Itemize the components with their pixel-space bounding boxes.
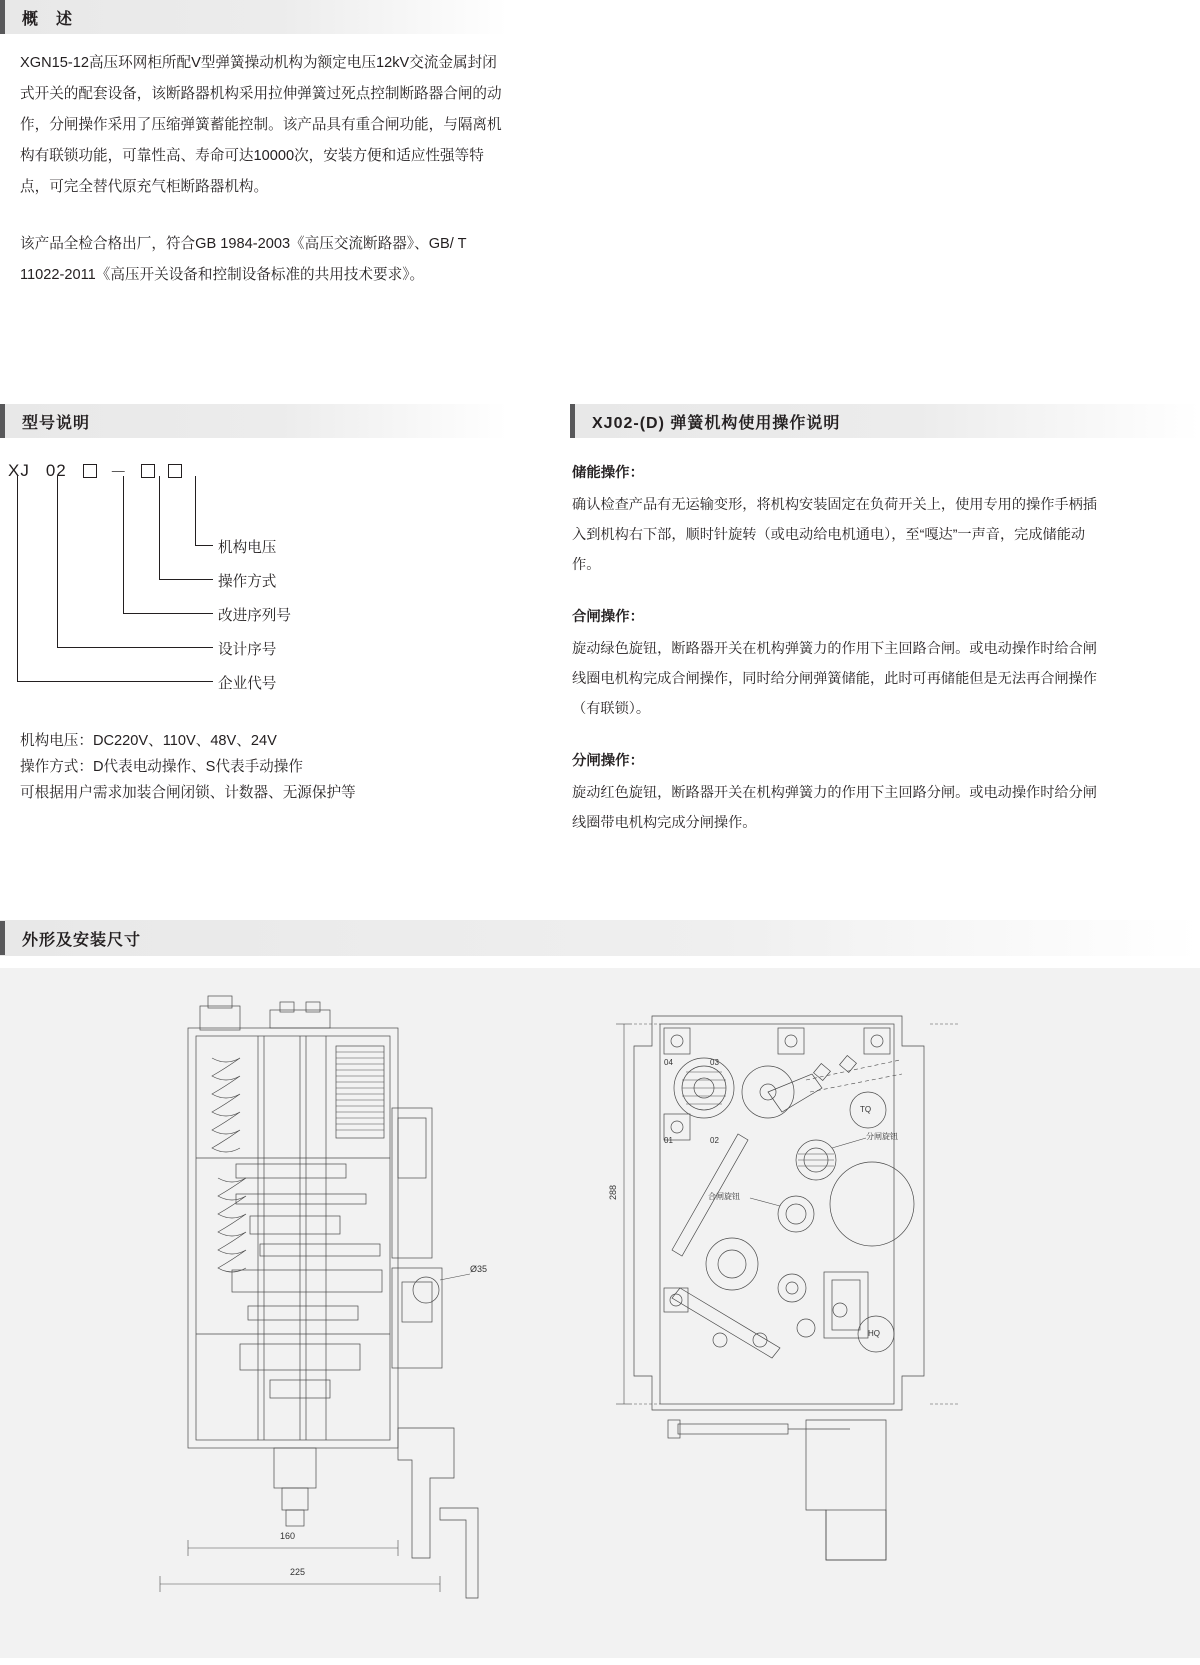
dimensions-drawing-area <box>0 968 1200 1658</box>
operation-section-header <box>570 404 1200 438</box>
operation-text-close: 旋动绿色旋钮，断路器开关在机构弹簧力的作用下主回路合闸。或电动操作时给合闸线圈电机构完成合闸操作，同时给分闸弹簧储能，此时可再储能但是无法再合闸操作（有联锁）。 <box>572 641 1097 717</box>
overview-title: 概 述 <box>22 10 74 28</box>
section-accent-bar <box>0 0 5 34</box>
model-code-prefix: XJ <box>8 460 30 480</box>
operation-title: XJ02-(D) 弹簧机构使用操作说明 <box>592 414 841 432</box>
model-note-2: 操作方式：D代表电动操作、S代表手动操作 <box>20 759 303 775</box>
mechanism-side-view-drawing <box>140 988 560 1628</box>
model-note-1: 机构电压：DC220V、110V、48V、24V <box>20 733 277 749</box>
model-note-3: 可根据用户需求加装合闸闭锁、计数器、无源保护等 <box>20 785 356 801</box>
model-section-header <box>0 404 508 438</box>
coil-label-hq: HQ <box>868 1329 880 1338</box>
coil-label-tq: TQ <box>860 1105 872 1114</box>
overview-paragraph-1: XGN15-12高压环网柜所配V型弹簧操动机构为额定电压12kV交流金属封闭式开关的配套设备，该断路器机构采用拉伸弹簧过死点控制断路器合闸的动作，分闸操作采用了压缩弹簧蓄能控制。该产品具有重合闸功能，与隔离机构有联锁功能，可靠性高、寿命可达10000次，安装方便和适应性强等特点，可完全替代原充气柜断路器机构。 <box>20 55 502 195</box>
leader-label-1: 机构电压 <box>218 540 277 556</box>
model-title: 型号说明 <box>22 414 91 432</box>
operation-block-storage <box>572 458 1100 580</box>
front-view-svg <box>600 988 1000 1608</box>
section-accent-bar <box>0 404 5 438</box>
operation-text-open: 旋动红色旋钮，断路器开关在机构弹簧力的作用下主回路分闸。或电动操作时给分闸线圈带电机构完成分闸操作。 <box>572 785 1097 831</box>
mark-label-01: 01 <box>664 1136 673 1145</box>
mark-label-04: 04 <box>664 1058 673 1067</box>
close-knob-label: 合闸旋钮 <box>708 1192 740 1201</box>
operation-body <box>572 458 1100 860</box>
leader-label-3: 改进序列号 <box>218 608 291 624</box>
dimensions-section-header <box>0 920 1200 956</box>
overview-paragraph-2: 该产品全检合格出厂，符合GB 1984-2003《高压交流断路器》、GB/ T 11022-2011《高压开关设备和控制设备标准的共用技术要求》。 <box>20 236 467 283</box>
mark-label-03: 03 <box>710 1058 719 1067</box>
operation-heading-open: 分闸操作： <box>572 753 644 769</box>
dim-label-225: 225 <box>290 1567 306 1577</box>
model-code-series: 02 <box>45 460 67 480</box>
leader-line-5 <box>17 476 213 682</box>
dimensions-title: 外形及安装尺寸 <box>22 931 142 949</box>
dim-label-diameter-35: Ø35 <box>470 1264 488 1274</box>
open-knob-label: 分闸旋钮 <box>866 1132 898 1141</box>
operation-heading-storage: 储能操作： <box>572 465 644 481</box>
leader-label-5: 企业代号 <box>218 676 277 692</box>
operation-text-storage: 确认检查产品有无运输变形，将机构安装固定在负荷开关上，使用专用的操作手柄插入到机构右下部，顺时针旋转（或电动给电机通电），至“嘎达”一声音，完成储能动作。 <box>572 497 1097 573</box>
section-accent-bar <box>570 404 575 438</box>
model-notes <box>20 728 500 806</box>
operation-block-close <box>572 602 1100 724</box>
model-code-diagram <box>0 452 520 702</box>
dim-label-288: 288 <box>608 1184 618 1200</box>
overview-section-header <box>0 0 508 34</box>
model-code-dash: － <box>109 463 128 482</box>
side-view-svg <box>140 988 560 1628</box>
leader-label-2: 操作方式 <box>218 574 277 590</box>
overview-body <box>20 48 510 317</box>
dim-label-160: 160 <box>280 1531 296 1541</box>
mechanism-front-view-drawing <box>600 988 1000 1608</box>
operation-block-open <box>572 746 1100 838</box>
mark-label-02: 02 <box>710 1136 719 1145</box>
leader-label-4: 设计序号 <box>218 642 277 658</box>
operation-heading-close: 合闸操作： <box>572 609 644 625</box>
section-accent-bar <box>0 921 5 955</box>
